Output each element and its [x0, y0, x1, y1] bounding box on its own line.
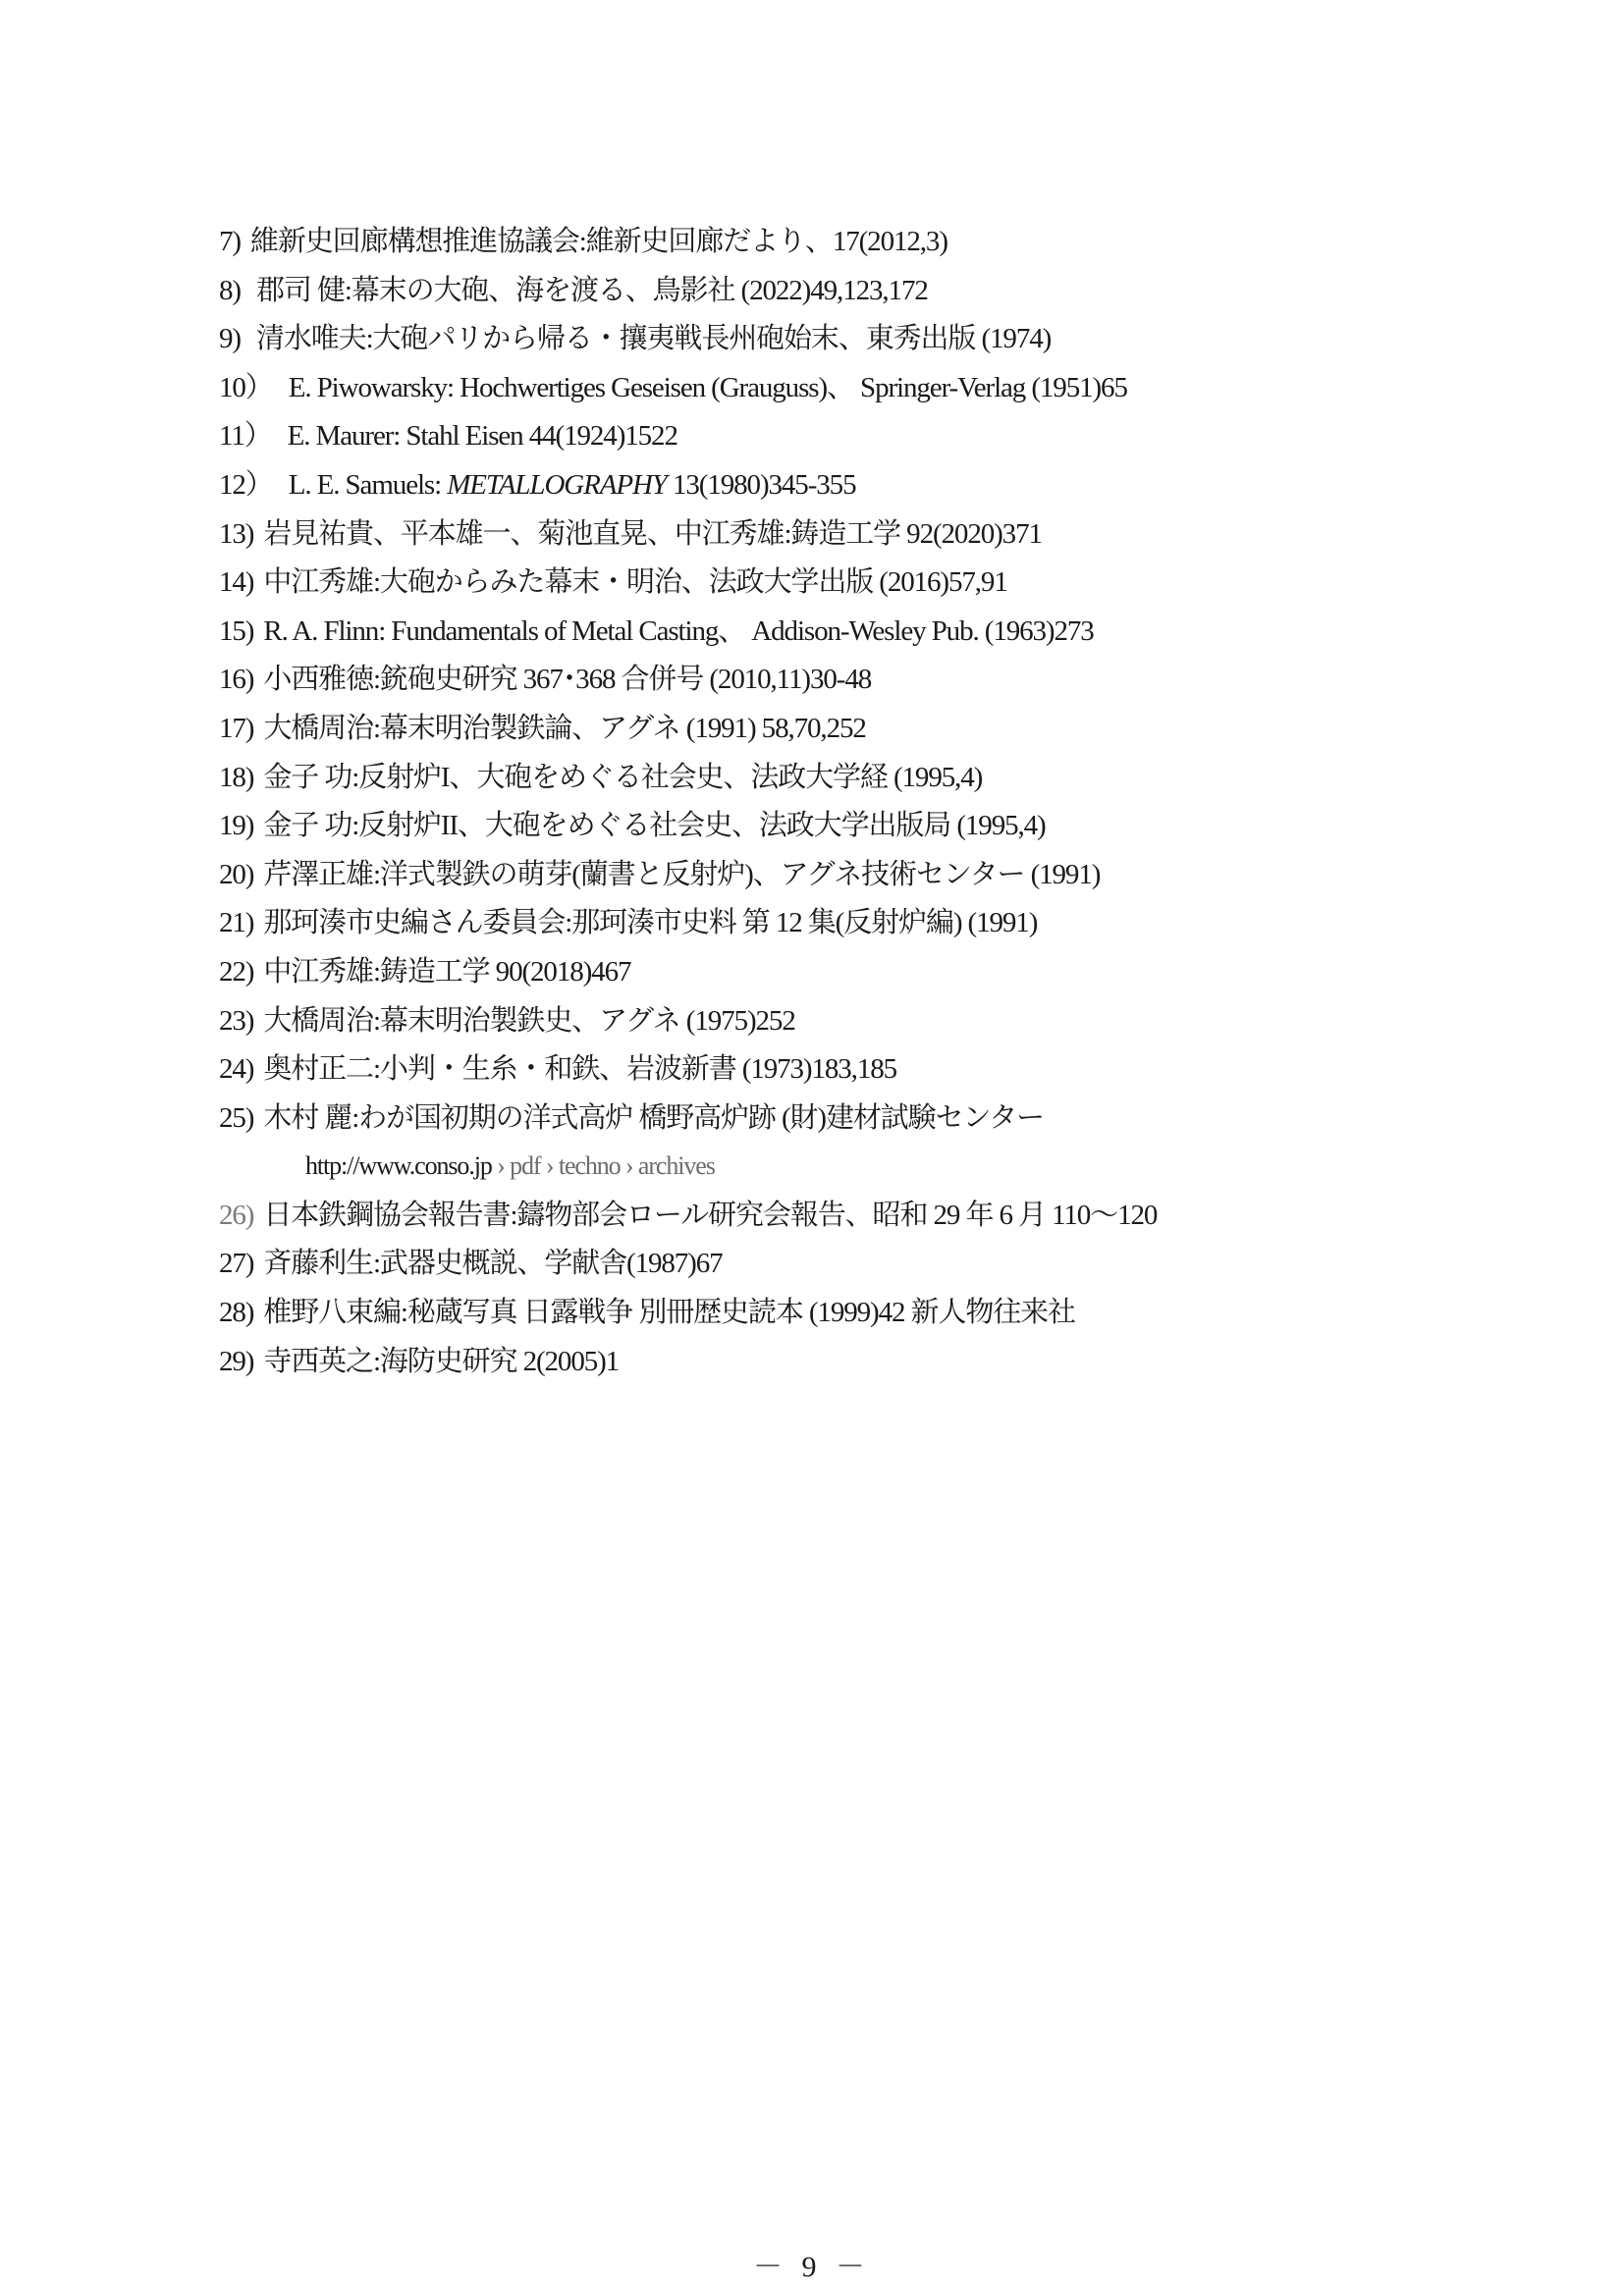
reference-text: R. A. Flinn: Fundamentals of Metal Casting、 Addison-Wesley Pub. (1963)273: [263, 614, 1094, 647]
reference-item: [219, 1291, 1436, 1340]
reference-text: 清水唯夫:大砲パリから帰る・攘夷戦長州砲始末、東秀出版 (1974): [255, 323, 1052, 355]
reference-text: 木村 麗:わが国初期の洋式高炉 橋野高炉跡 (財)建材試験センター: [263, 1101, 1045, 1134]
reference-item: [219, 610, 1436, 659]
reference-number: 27): [219, 1248, 254, 1280]
reference-text: 芹澤正雄:洋式製鉄の萌芽(蘭書と反射炉)、アグネ技術センター (1991): [263, 858, 1101, 890]
reference-item: [219, 901, 1436, 950]
reference-number: 26): [219, 1199, 254, 1231]
reference-text: 郡司 健:幕末の大砲、海を渡る、鳥影社 (2022)49,123,172: [255, 274, 928, 306]
reference-item: [219, 512, 1436, 561]
reference-item: [219, 561, 1436, 610]
reference-item: [219, 1242, 1436, 1291]
reference-number: 16): [219, 664, 254, 696]
reference-text: 金子 功:反射炉I、大砲をめぐる社会史、法政大学経 (1995,4): [263, 761, 983, 793]
reference-text: 斉藤利生:武器史概説、学献舎(1987)67: [263, 1248, 723, 1280]
reference-item: [219, 950, 1436, 999]
reference-number: 14): [219, 566, 254, 599]
reference-text: E. Maurer: Stahl Eisen 44(1924)1522: [287, 420, 677, 453]
journal-title: METALLOGRAPHY: [447, 468, 667, 501]
reference-item: [219, 999, 1436, 1048]
reference-item: [219, 804, 1436, 853]
reference-number: 10）: [219, 371, 273, 403]
reference-number: 8): [219, 274, 241, 306]
reference-text: 岩見祐貴、平本雄一、菊池直晃、中江秀雄:鋳造工学 92(2020)371: [263, 517, 1042, 550]
reference-text: E. Piwowarsky: Hochwertiges Geseisen (Grauguss)、 Springer-Verlag (1951)65: [288, 371, 1127, 403]
reference-text: 日本鉄鋼協会報告書:鑄物部会ロール研究会報告、昭和 29 年 6 月 110～120: [263, 1199, 1158, 1231]
reference-text: 中江秀雄:大砲からみた幕末・明治、法政大学出版 (2016)57,91: [263, 566, 1007, 599]
reference-number: 22): [219, 955, 254, 988]
reference-text: 大橋周治:幕末明治製鉄論、アグネ (1991) 58,70,252: [263, 712, 866, 744]
reference-item: [219, 317, 1436, 366]
reference-url-line: [219, 1145, 1436, 1194]
reference-number: 12）: [219, 468, 273, 501]
reference-number: 9): [219, 323, 241, 355]
reference-text: 那珂湊市史編さん委員会:那珂湊市史料 第 12 集(反射炉編) (1991): [263, 907, 1038, 939]
reference-text: 大橋周治:幕末明治製鉄史、アグネ (1975)252: [263, 1004, 795, 1037]
reference-author: L. E. Samuels:: [288, 468, 448, 501]
reference-item: [219, 853, 1436, 902]
reference-text: 寺西英之:海防史研究 2(2005)1: [263, 1345, 620, 1377]
reference-number: 17): [219, 712, 254, 744]
reference-item: [219, 707, 1436, 756]
reference-number: 11）: [219, 420, 272, 453]
reference-number: 20): [219, 858, 254, 890]
reference-number: 15): [219, 614, 254, 647]
reference-item: [219, 463, 1436, 512]
reference-text: 小西雅徳:銃砲史研究 367･368 合併号 (2010,11)30-48: [263, 664, 872, 696]
reference-number: 7): [219, 226, 241, 257]
reference-text: 維新史回廊構想推進協議会:維新史回廊だより、17(2012,3): [249, 226, 947, 257]
reference-number: 23): [219, 1004, 254, 1037]
reference-number: 13): [219, 517, 254, 550]
reference-url-path: › pdf › techno › archives: [491, 1151, 715, 1181]
reference-item: [219, 1047, 1436, 1096]
reference-number: 21): [219, 907, 254, 939]
reference-list: [219, 220, 1436, 1388]
reference-text: 中江秀雄:鋳造工学 90(2018)467: [263, 955, 631, 988]
reference-item: [219, 1340, 1436, 1389]
reference-text: 椎野八束編:秘蔵写真 日露戦争 別冊歴史読本 (1999)42 新人物往来社: [263, 1297, 1075, 1329]
reference-item: [219, 414, 1436, 463]
reference-number: 19): [219, 810, 254, 842]
reference-number: 18): [219, 761, 254, 793]
reference-number: 25): [219, 1101, 254, 1134]
reference-number: 28): [219, 1297, 254, 1329]
reference-item: [219, 1194, 1436, 1243]
reference-number: 29): [219, 1345, 254, 1377]
reference-text: 奥村正二:小判・生糸・和鉄、岩波新書 (1973)183,185: [263, 1053, 897, 1086]
reference-item: [219, 658, 1436, 707]
reference-item: [219, 366, 1436, 415]
reference-citation: 13(1980)345-355: [666, 468, 856, 501]
reference-item: [219, 269, 1436, 318]
page-number: － 9 －: [753, 2251, 871, 2283]
reference-item: [219, 220, 1436, 269]
reference-url-domain: http://www.conso.jp: [305, 1151, 492, 1181]
reference-text: 金子 功:反射炉II、大砲をめぐる社会史、法政大学出版局 (1995,4): [263, 810, 1046, 842]
reference-item: [219, 756, 1436, 805]
reference-number: 24): [219, 1053, 254, 1086]
reference-item: [219, 1096, 1436, 1146]
